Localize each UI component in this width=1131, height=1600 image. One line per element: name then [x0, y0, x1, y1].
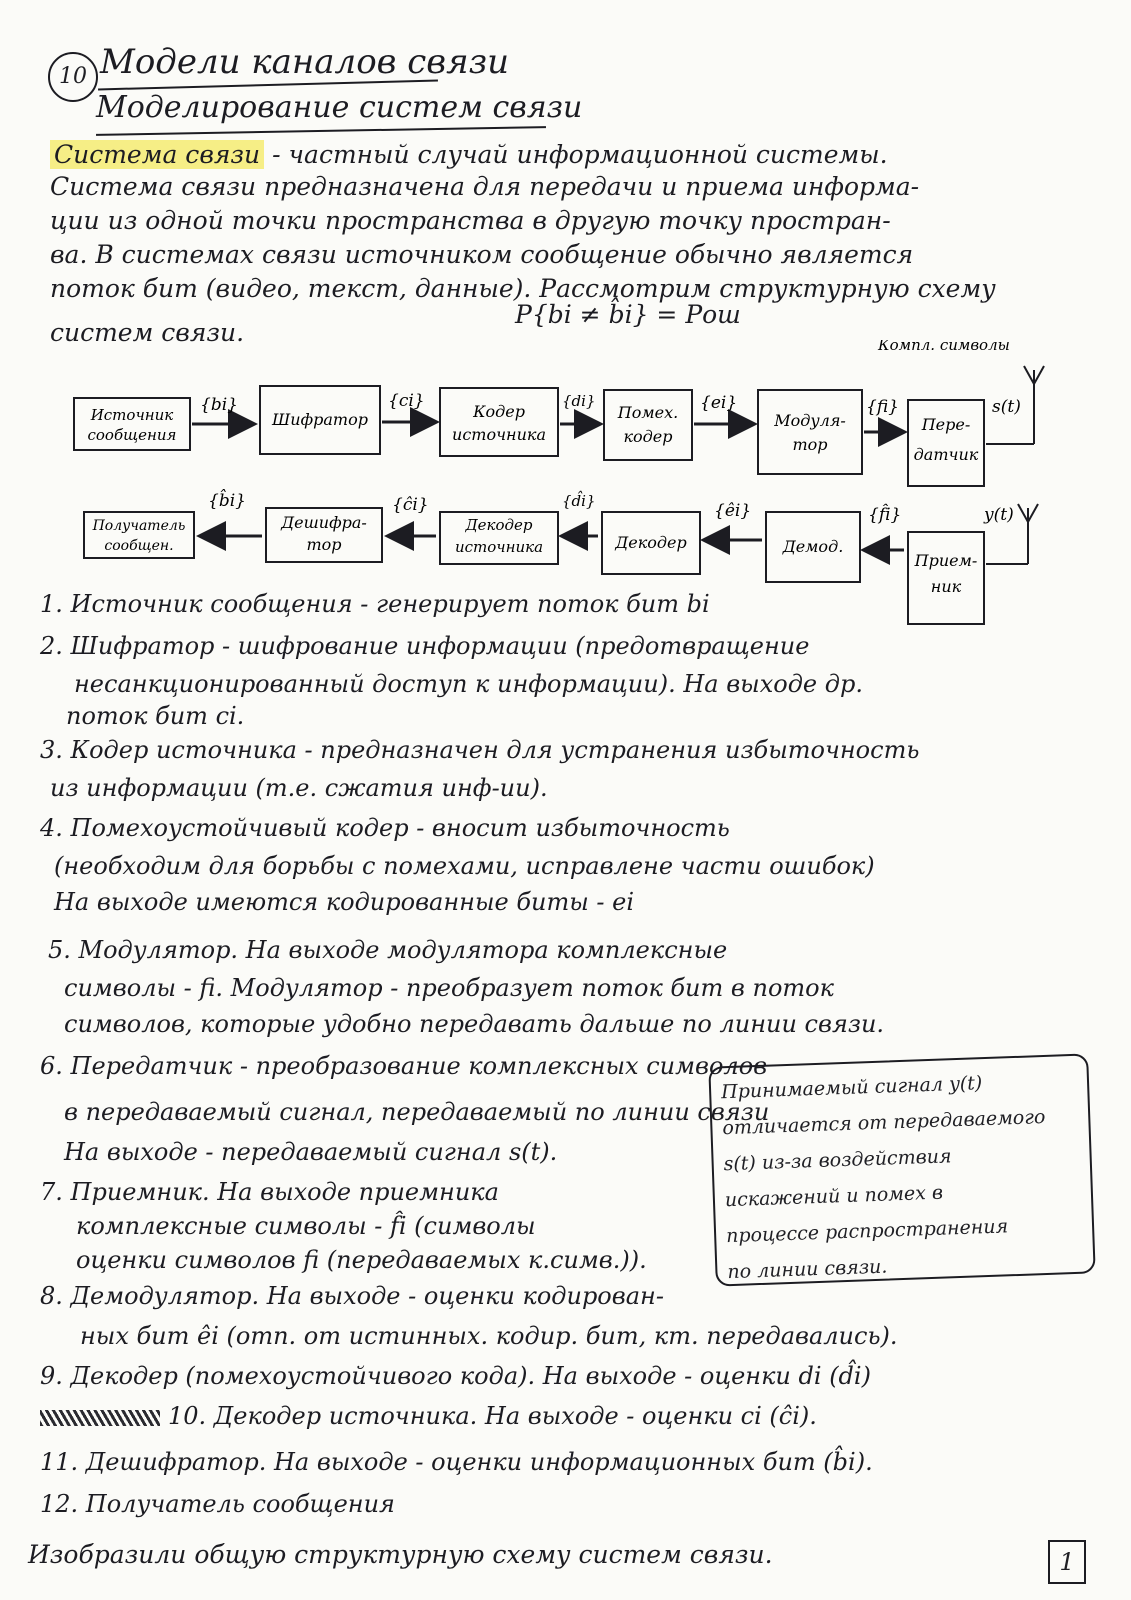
list-item: На выходе - передаваемый сигнал s(t). — [64, 1138, 558, 1166]
signal-st: s(t) — [992, 397, 1021, 417]
list-item: 12. Получатель сообщения — [40, 1490, 395, 1518]
list-item: несанкционированный доступ к информации). На выходе др. — [74, 670, 863, 698]
tx-block-transmitter — [908, 400, 984, 486]
svg-text:источника: источника — [452, 425, 546, 444]
note-line: искажений и помех в — [724, 1181, 944, 1212]
svg-text:сообщения: сообщения — [87, 426, 177, 444]
note-line: по линии связи. — [727, 1255, 888, 1284]
list-item: (необходим для борьбы с помехами, исправлене части ошибок) — [54, 852, 875, 880]
complex-symbols-label: Компл. символы — [878, 340, 1010, 354]
list-item: 8. Демодулятор. На выходе - оценки кодирован- — [40, 1282, 664, 1310]
highlighted-term: Система связи — [50, 140, 264, 169]
signal-fi-hat: {f̂i} — [868, 505, 902, 525]
rx-block-receiver — [908, 532, 984, 624]
tx-block-encryptor — [260, 386, 380, 454]
tx-block-modulator — [758, 390, 862, 474]
signal-di: {di} — [562, 392, 596, 410]
svg-text:источника: источника — [454, 538, 544, 556]
svg-text:сообщен.: сообщен. — [104, 538, 174, 554]
signal-ei-hat: {êi} — [714, 501, 752, 521]
list-item: 9. Декодер (помехоустойчивого кода). На выходе - оценки di (d̂i) — [40, 1362, 871, 1390]
svg-text:тор: тор — [792, 435, 828, 454]
svg-text:Получатель: Получатель — [92, 518, 186, 534]
list-item: 4. Помехоустойчивый кодер - вносит избыточность — [40, 814, 730, 842]
svg-text:кодер: кодер — [623, 427, 673, 446]
closing-sentence: Изобразили общую структурную схему систем связи. — [28, 1540, 773, 1569]
list-item: оценки символов fi (передаваемых к.симв.)). — [76, 1246, 647, 1274]
signal-ci-hat: {ĉi} — [392, 495, 429, 515]
tx-block-channel-coder — [604, 390, 692, 460]
list-item: На выходе имеются кодированные биты - ei — [54, 888, 635, 916]
signal-bi-hat: {b̂i} — [208, 491, 246, 511]
rx-block-demodulator — [766, 512, 860, 582]
rx-block-receiver-sink — [84, 512, 194, 558]
svg-text:Источник: Источник — [90, 406, 174, 424]
signal-ci: {ci} — [388, 391, 425, 411]
subtitle-underline — [96, 126, 546, 136]
system-block-diagram — [0, 340, 1131, 630]
list-item: поток бит ci. — [66, 702, 245, 730]
rx-block-source-decoder — [440, 512, 558, 564]
rx-block-decryptor — [266, 508, 382, 562]
svg-text:Декодер: Декодер — [465, 516, 533, 534]
svg-text:Декодер: Декодер — [615, 533, 687, 552]
list-item: 5. Модулятор. На выходе модулятора комплексные — [48, 936, 728, 964]
page-title: Модели каналов связи — [100, 42, 510, 82]
signal-bi: {bi} — [200, 395, 238, 415]
rx-block-decoder — [602, 512, 700, 574]
intro-line-6: систем связи. — [50, 318, 245, 347]
note-line: отличается от передаваемого — [722, 1105, 1046, 1140]
list-item: комплексные символы - f̂i (символы — [76, 1212, 536, 1240]
list-item: 2. Шифратор - шифрование информации (предотвращение — [40, 632, 810, 660]
tx-block-source-coder — [440, 388, 558, 456]
intro-line-2: Система связи предназначена для передачи и приема информа- — [50, 172, 920, 201]
svg-text:Демод.: Демод. — [782, 537, 844, 556]
note-line: процессе распространения — [725, 1215, 1009, 1248]
signal-yt: y(t) — [984, 505, 1014, 525]
signal-fi: {fi} — [866, 397, 899, 417]
svg-text:Шифратор: Шифратор — [272, 410, 368, 429]
section-number: 10 — [48, 52, 98, 102]
svg-text:датчик: датчик — [913, 445, 979, 464]
list-item: 11. Дешифратор. На выходе - оценки информационных бит (b̂i). — [40, 1448, 873, 1476]
list-item: символы - fi. Модулятор - преобразует поток бит в поток — [64, 974, 834, 1002]
svg-text:Пере-: Пере- — [921, 415, 971, 434]
list-item: 7. Приемник. На выходе приемника — [40, 1178, 499, 1206]
intro-line-1 — [50, 140, 888, 169]
svg-text:Кодер: Кодер — [473, 402, 525, 421]
side-note-box — [708, 1053, 1095, 1286]
svg-text:Дешифра-: Дешифра- — [281, 513, 367, 532]
intro-text: - частный случай информационной системы. — [264, 140, 888, 169]
list-item: из информации (т.е. сжатия инф-ии). — [50, 774, 548, 802]
note-line: s(t) из-за воздействия — [723, 1145, 952, 1176]
intro-line-5: поток бит (видео, текст, данные). Рассмотрим структурную схему — [50, 274, 996, 303]
note-line: Принимаемый сигнал y(t) — [720, 1072, 983, 1104]
list-item: 6. Передатчик - преобразование комплексных символов — [40, 1052, 768, 1080]
scribbled-out-word — [40, 1410, 160, 1426]
svg-text:Прием-: Прием- — [914, 551, 978, 570]
svg-text:ник: ник — [930, 577, 962, 596]
svg-text:Модуля-: Модуля- — [774, 411, 846, 430]
intro-line-4: ва. В системах связи источником сообщение обычно является — [50, 240, 914, 269]
signal-ei: {ei} — [700, 393, 738, 413]
error-probability-formula: P{bi ≠ b̂i} = Pош — [515, 300, 741, 329]
list-item: 10. Декодер источника. На выходе - оценки ci (ĉi). — [40, 1402, 817, 1430]
intro-line-3: ции из одной точки пространства в другую точку простран- — [50, 206, 891, 235]
page-subtitle: Моделирование систем связи — [96, 90, 583, 125]
list-item: символов, которые удобно передавать дальше по линии связи. — [64, 1010, 885, 1038]
signal-di-hat: {d̂i} — [562, 492, 596, 510]
list-item: ных бит êi (отп. от истинных. кодир. бит, кт. передавались). — [80, 1322, 898, 1350]
list-item: 3. Кодер источника - предназначен для устранения избыточность — [40, 736, 920, 764]
page-number: 1 — [1048, 1540, 1086, 1584]
svg-text:Помех.: Помех. — [617, 403, 679, 422]
tx-block-source — [74, 398, 190, 450]
svg-text:тор: тор — [306, 535, 342, 554]
list-item: в передаваемый сигнал, передаваемый по линии связи — [64, 1098, 770, 1126]
list-item: 1. Источник сообщения - генерирует поток бит bi — [40, 590, 710, 618]
